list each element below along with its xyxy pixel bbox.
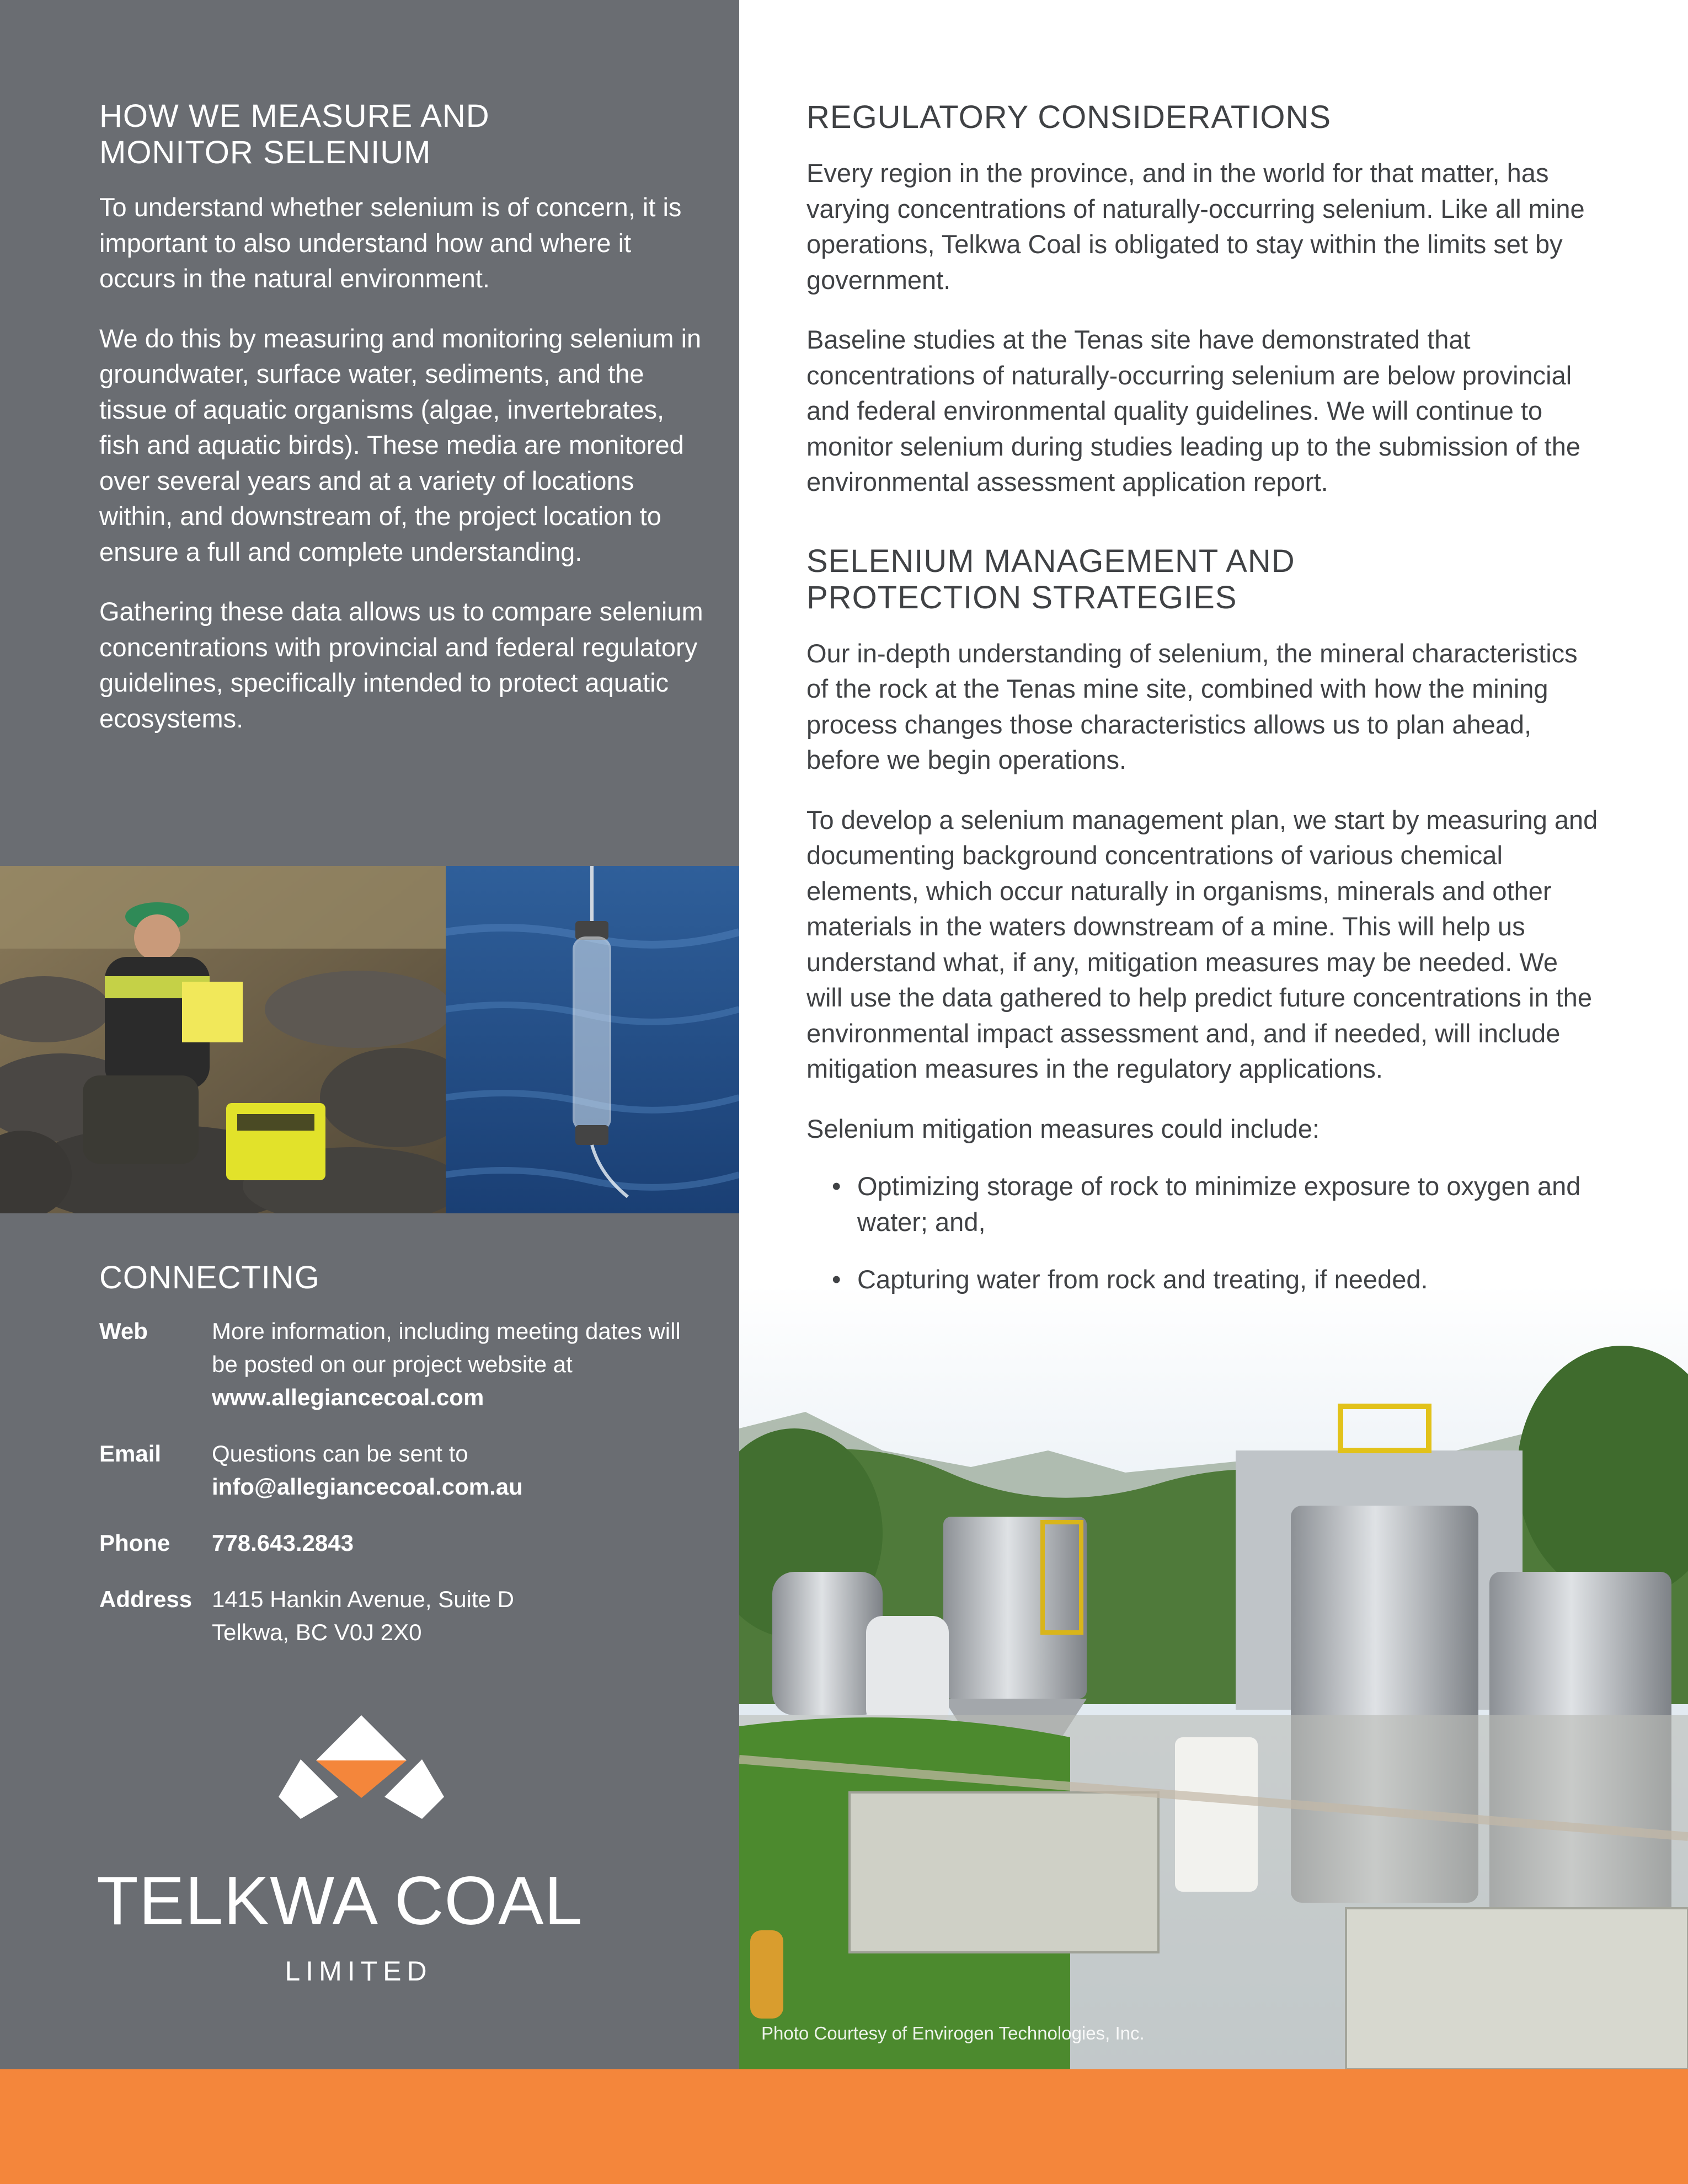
footer-bar [0,2069,1688,2184]
email-link[interactable]: info@allegiancecoal.com.au [212,1474,523,1500]
diamond-logo-icon [279,1715,444,1837]
list-item-text: Optimizing storage of rock to minimize exposure to oxygen and water; and, [857,1171,1581,1236]
email-value [212,1437,712,1503]
logo-wordmark: TELKWA COAL [97,1863,583,1939]
bullet-icon: • [832,1171,841,1201]
contact-address-row [99,1583,712,1649]
measure-paragraph: We do this by measuring and monitoring selenium in groundwater, surface water, sediments, and the tissue of aquatic organisms (algae, invertebrates, fish and aquatic birds). These media are monitored over several years and at a variety of locations within, and downstream of, the project location to ensure a full and complete understanding. [99,323,702,566]
email-text: Questions can be sent to [212,1441,468,1466]
contact-web-row [99,1315,712,1414]
list-item [806,1169,1601,1240]
phone-number[interactable]: 778.643.2843 [212,1530,354,1556]
treatment-plant-photo [739,1285,1688,2069]
management-body [806,636,1601,1298]
management-paragraph: Our in-depth understanding of selenium, the mineral characteristics of the rock at the Tenas mine site, combined with how the mining process changes those characteristics allows us to plan ahead, before we begin operations. [806,638,1578,774]
logo-subtitle: LIMITED [285,1956,432,1987]
connecting-section [99,1260,712,1649]
address-value [212,1583,712,1649]
phone-value[interactable] [212,1527,712,1560]
right-column [806,99,1601,1298]
water-sampler-photo [446,866,739,1213]
mitigation-list [806,1169,1601,1298]
measure-heading [99,98,712,171]
connecting-heading: CONNECTING [99,1260,320,1296]
measure-paragraph: Gathering these data allows us to compare selenium concentrations with provincial and federal regulatory guidelines, specifically intended to protect aquatic ecosystems. [99,597,703,733]
measure-body [99,190,712,736]
management-paragraph: To develop a selenium management plan, we start by measuring and documenting background concentrations of various chemical elements, which occur naturally in organisms, minerals and other materials in the waters downstream of a mine. This will help us understand what, if any, mitigation measures may be needed. We will use the data gathered to help predict future concentrations in the environmental impact assessment and, and if needed, will include mitigation measures in the regulatory applications. [806,805,1598,1083]
phone-label: Phone [99,1530,170,1556]
regulatory-body [806,156,1601,500]
measure-paragraph: To understand whether selenium is of concern, it is important to also understand how and where it occurs in the natural environment. [99,192,682,293]
list-item-text: Capturing water from rock and treating, if needed. [857,1265,1428,1294]
web-label: Web [99,1318,148,1344]
email-label: Email [99,1441,162,1466]
measure-section [99,98,712,736]
web-value [212,1315,712,1414]
regulatory-paragraph: Every region in the province, and in the world for that matter, has varying concentrations of naturally-occurring selenium. Like all mine operations, Telkwa Coal is obligated to stay within the limits set by government. [806,158,1585,295]
address-label: Address [99,1586,193,1612]
management-heading [806,543,1601,616]
bullet-icon: • [832,1265,841,1294]
measure-heading-line1: HOW WE MEASURE AND [99,98,490,134]
management-paragraph: Selenium mitigation measures could include: [806,1114,1320,1143]
management-heading-line2: PROTECTION STRATEGIES [806,579,1237,615]
contact-email-row [99,1437,712,1503]
address-line1: 1415 Hankin Avenue, Suite D [212,1586,514,1612]
contact-phone-row [99,1527,712,1560]
web-link[interactable]: www.allegiancecoal.com [212,1384,484,1410]
web-text: More information, including meeting dates will be posted on our project website at [212,1318,681,1377]
field-worker-photo [0,866,446,1213]
management-heading-line1: SELENIUM MANAGEMENT AND [806,543,1295,579]
list-item [806,1262,1601,1298]
regulatory-heading: REGULATORY CONSIDERATIONS [806,99,1332,135]
address-line2: Telkwa, BC V0J 2X0 [212,1619,422,1645]
photo-caption: Photo Courtesy of Envirogen Technologies, Inc. [761,2023,1145,2043]
logo-mark [99,1715,623,1839]
measure-heading-line2: MONITOR SELENIUM [99,135,431,170]
regulatory-paragraph: Baseline studies at the Tenas site have demonstrated that concentrations of naturally-occurring selenium are below provincial and federal environmental quality guidelines. We will continue to monitor selenium during studies leading up to the submission of the environmental assessment application report. [806,325,1580,496]
